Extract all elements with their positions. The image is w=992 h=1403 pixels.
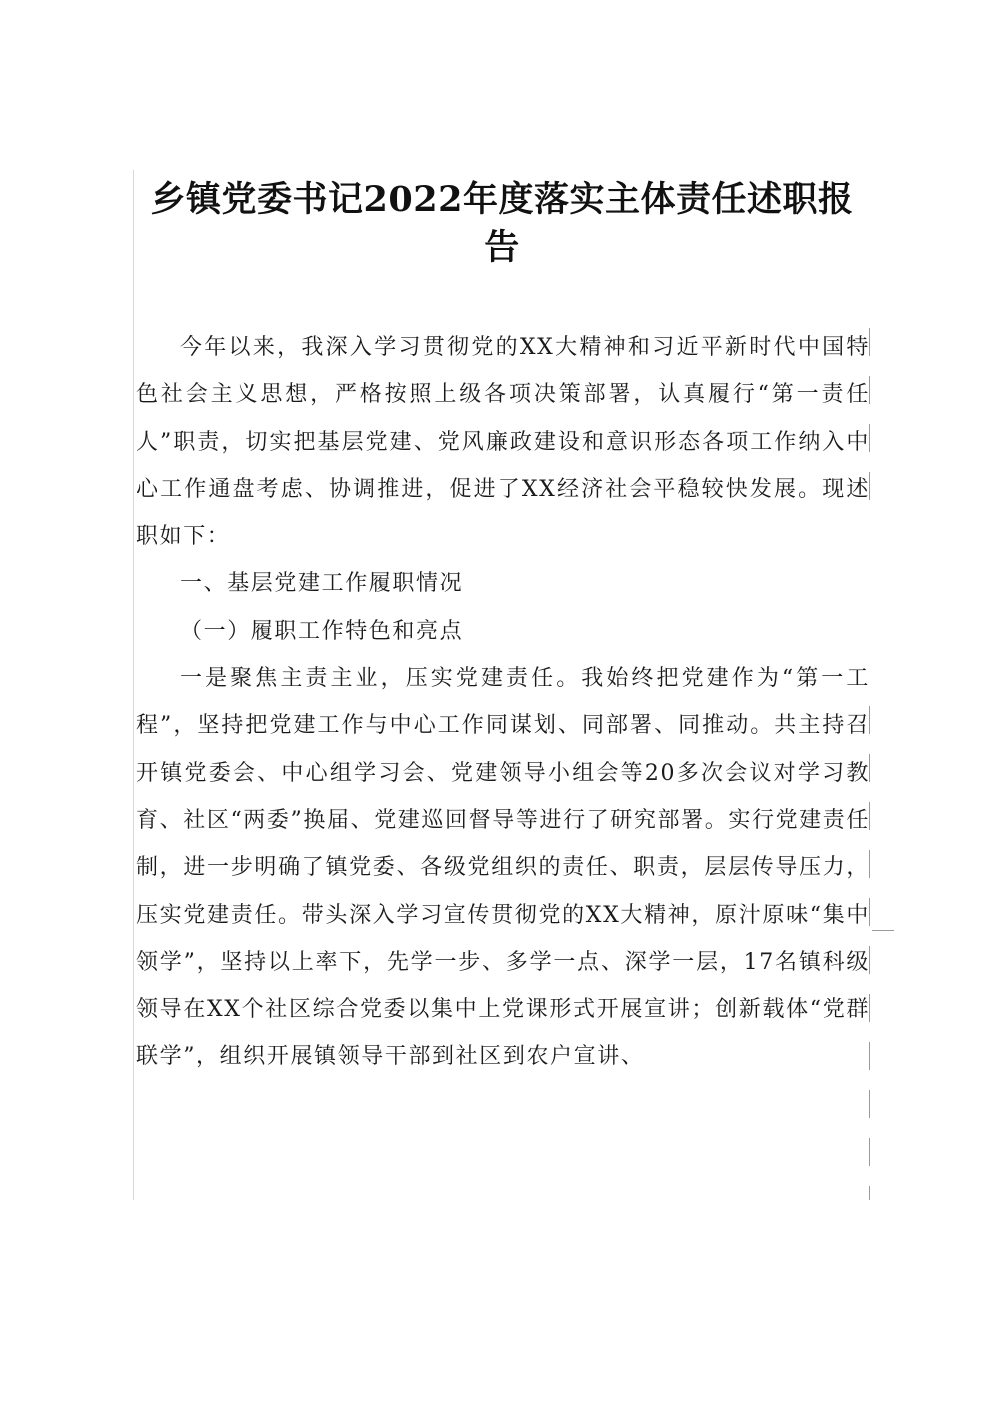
right-margin-mark	[869, 1186, 870, 1200]
margin-tick	[872, 930, 894, 931]
paragraph-body: 一是聚焦主责主业，压实党建责任。我始终把党建作为“第一工程”，坚持把党建工作与中心工作同谋划、同部署、同推动。共主持召开镇党委会、中心组学习会、党建领导小组会等20多次会议对学习教育、社区“两委”换届、党建巡回督导等进行了研究部署。实行党建责任制，进一步明确了镇党委、各级党组织的责任、职责，层层传导压力，压实党建责任。带头深入学习宣传贯彻党的XX大精神，原汁原味“集中领学”，坚持以上率下，先学一步、多学一点、深学一层，17名镇科级领导在XX个社区综合党委以集中上党课形式开展宣讲；创新载体“党群联学”，组织开展镇领导干部到社区到农户宣讲、	[136, 666, 870, 1070]
paragraph-intro: 今年以来，我深入学习贯彻党的XX大精神和习近平新时代中国特色社会主义思想，严格按照上级各项决策部署，认真履行“第一责任人”职责，切实把基层党建、党风廉政建设和意识形态各项工作纳入中心工作通盘考虑、协调推进，促进了XX经济社会平稳较快发展。现述职如下：	[136, 335, 870, 550]
section-heading: 一、基层党建工作履职情况	[180, 571, 464, 597]
subsection-heading: （一）履职工作特色和亮点	[180, 618, 464, 644]
right-margin-mark	[869, 1138, 870, 1166]
document-title: 乡镇党委书记2022年度落实主体责任述职报告	[150, 179, 854, 268]
document-body	[136, 324, 870, 1081]
left-margin-line	[133, 170, 134, 1200]
right-margin-mark	[869, 1090, 870, 1118]
